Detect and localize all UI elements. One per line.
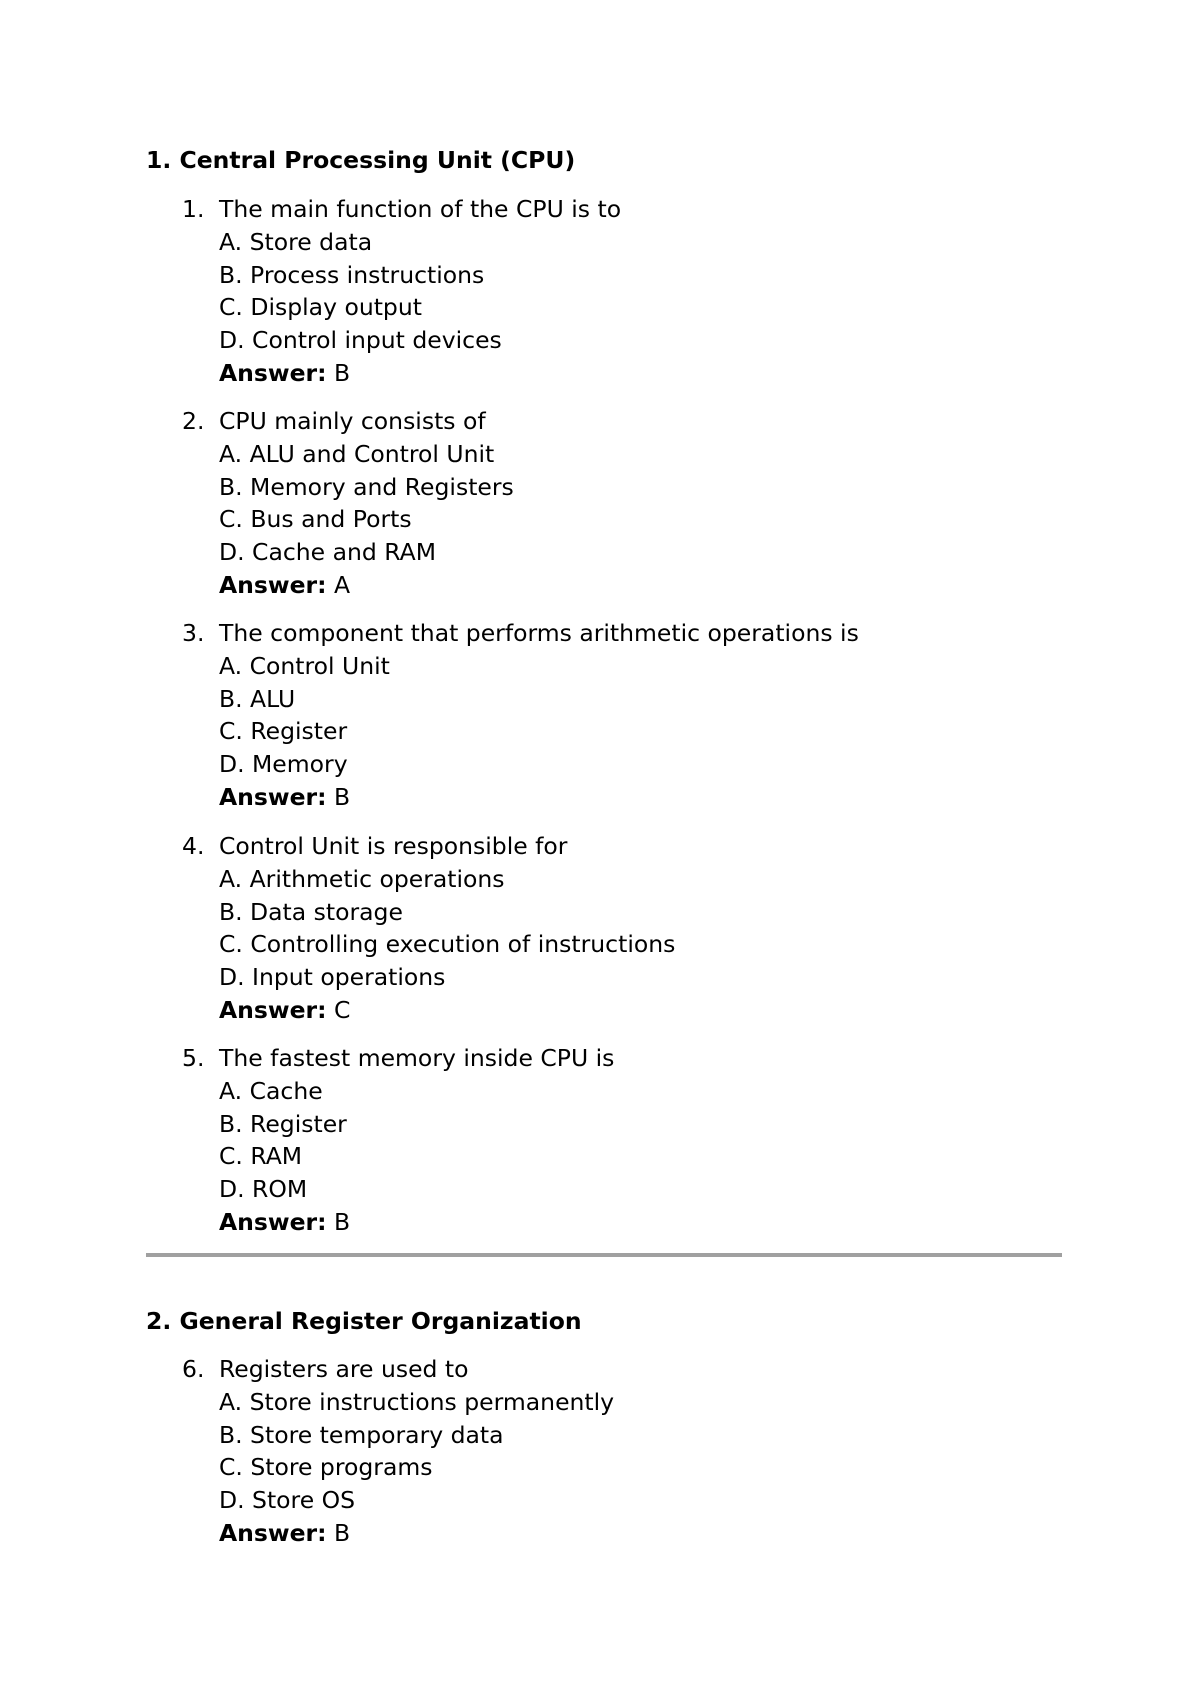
question-text: The main function of the CPU is to: [219, 195, 622, 223]
question-stem: [182, 405, 1102, 438]
answer-value: B: [334, 358, 351, 387]
option-b: B. ALU: [219, 684, 296, 713]
answer-label: Answer:: [219, 995, 327, 1024]
option-a: A. Cache: [219, 1076, 323, 1105]
section-title: 1. Central Processing Unit (CPU): [146, 146, 576, 174]
question-6: [182, 1353, 1102, 1550]
option-a: A. ALU and Control Unit: [219, 439, 495, 468]
question-text: Control Unit is responsible for: [219, 832, 568, 860]
answer-line: [182, 357, 1102, 390]
option-d: D. Memory: [219, 750, 348, 779]
question-number: 3.: [182, 619, 205, 647]
answer-label: Answer:: [219, 782, 327, 811]
option-c: C. Store programs: [219, 1453, 433, 1482]
option-b: B. Memory and Registers: [219, 472, 514, 501]
option-d: D. Control input devices: [219, 326, 502, 355]
question-stem: [182, 193, 1102, 226]
answer-value: B: [334, 1518, 351, 1547]
option-b: B. Store temporary data: [219, 1420, 504, 1449]
answer-line: [182, 1517, 1102, 1550]
answer-label: Answer:: [219, 570, 327, 599]
answer-label: Answer:: [219, 1207, 327, 1236]
question-number: 1.: [182, 195, 205, 223]
question-number: 2.: [182, 407, 205, 435]
option-a: A. Store data: [219, 227, 373, 256]
question-number: 4.: [182, 832, 205, 860]
question-4: [182, 830, 1102, 1027]
option-d: D. Store OS: [219, 1486, 356, 1515]
question-text: Registers are used to: [219, 1355, 469, 1383]
option-c: C. Controlling execution of instructions: [219, 930, 676, 959]
option-b: B. Register: [219, 1109, 347, 1138]
question-3: [182, 617, 1102, 814]
question-stem: [182, 1042, 1102, 1075]
option-c: C. Display output: [219, 293, 422, 322]
answer-value: B: [334, 782, 351, 811]
answer-label: Answer:: [219, 358, 327, 387]
option-a: A. Arithmetic operations: [219, 864, 505, 893]
question-2: [182, 405, 1102, 602]
question-5: [182, 1042, 1102, 1239]
option-a: A. Store instructions permanently: [219, 1387, 615, 1416]
answer-label: Answer:: [219, 1518, 327, 1547]
question-stem: [182, 830, 1102, 863]
answer-line: [182, 1206, 1102, 1239]
question-1: [182, 193, 1102, 390]
option-b: B. Data storage: [219, 897, 403, 926]
question-number: 6.: [182, 1355, 205, 1383]
answer-line: [182, 781, 1102, 814]
question-stem: [182, 617, 1102, 650]
question-text: CPU mainly consists of: [219, 407, 486, 435]
option-c: C. RAM: [219, 1142, 303, 1171]
answer-value: C: [334, 995, 351, 1024]
option-b: B. Process instructions: [219, 260, 485, 289]
option-d: D. Cache and RAM: [219, 538, 436, 567]
answer-line: [182, 994, 1102, 1027]
option-d: D. ROM: [219, 1175, 308, 1204]
section-divider: [146, 1253, 1062, 1257]
option-c: C. Bus and Ports: [219, 505, 412, 534]
question-text: The component that performs arithmetic operations is: [219, 619, 859, 647]
option-c: C. Register: [219, 717, 348, 746]
question-number: 5.: [182, 1044, 205, 1072]
question-stem: [182, 1353, 1102, 1386]
option-a: A. Control Unit: [219, 651, 390, 680]
answer-line: [182, 569, 1102, 602]
question-text: The fastest memory inside CPU is: [219, 1044, 615, 1072]
answer-value: B: [334, 1207, 351, 1236]
section-title: 2. General Register Organization: [146, 1307, 582, 1335]
answer-value: A: [334, 570, 351, 599]
option-d: D. Input operations: [219, 963, 446, 992]
